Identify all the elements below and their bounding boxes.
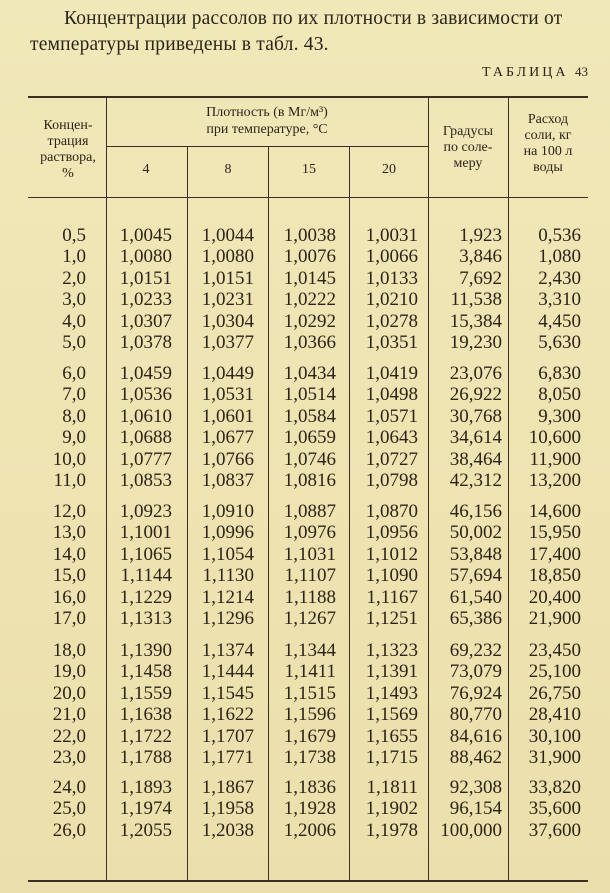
density-15-cell: 1,1738	[283, 747, 336, 768]
header-density-group: Плотность (в Мг/м³) при температуре, °С	[206, 105, 328, 137]
density-8-cell: 1,1867	[201, 777, 254, 798]
concentration-cell: 24,0	[52, 777, 86, 798]
density-4-cell: 1,0923	[119, 501, 172, 522]
concentration-cell: 25,0	[52, 798, 86, 820]
density-15-cell: 1,1267	[283, 608, 336, 629]
header-concentration: Концен- трация раствора, %	[40, 118, 96, 181]
density-15-cell: 1,2006	[283, 819, 336, 841]
salt-consumption-cell: 28,410	[528, 704, 581, 726]
salt-consumption-cell: 18,850	[528, 565, 581, 587]
concentration-cell: 26,0	[52, 819, 86, 841]
saltometer-cell: 92,308	[449, 777, 502, 798]
density-4-cell: 1,0378	[119, 332, 172, 353]
density-15-cell: 1,1031	[283, 543, 336, 565]
density-15-cell: 1,0145	[283, 267, 336, 289]
table-number: 43	[575, 64, 588, 79]
salt-consumption-cell: 11,900	[529, 448, 581, 470]
density-8-cell: 1,0531	[201, 384, 254, 406]
concentration-cell: 12,0	[52, 501, 86, 522]
density-8-cell: 1,1214	[201, 586, 254, 608]
density-4-cell: 1,0688	[119, 427, 172, 449]
concentration-cell: 9,0	[62, 427, 86, 449]
density-4-cell: 1,1559	[119, 682, 172, 704]
density-20-cell: 1,0870	[365, 501, 418, 522]
salt-consumption-cell: 25,100	[528, 661, 581, 683]
concentration-cell: 23,0	[52, 747, 86, 768]
table-row	[0, 661, 610, 682]
table-bottom-rule	[28, 880, 588, 882]
density-15-cell: 1,0038	[283, 225, 336, 246]
density-15-cell: 1,0746	[283, 448, 336, 470]
saltometer-cell: 100,000	[440, 819, 502, 841]
table-row	[0, 363, 610, 384]
density-15-cell: 1,1836	[283, 777, 336, 798]
density-20-cell: 1,0419	[365, 363, 418, 384]
density-8-cell: 1,0601	[201, 405, 254, 427]
table-row	[0, 427, 610, 448]
salt-consumption-cell: 10,600	[528, 427, 581, 449]
density-4-cell: 1,1001	[119, 522, 172, 544]
table-row	[0, 289, 610, 310]
concentration-cell: 8,0	[62, 405, 86, 427]
density-20-cell: 1,1493	[365, 682, 418, 704]
density-20-cell: 1,0278	[365, 310, 418, 332]
density-4-cell: 1,0536	[119, 384, 172, 406]
density-20-cell: 1,0798	[365, 470, 418, 491]
salt-consumption-cell: 20,400	[528, 586, 581, 608]
concentration-cell: 6,0	[62, 363, 86, 384]
density-20-cell: 1,0643	[365, 427, 418, 449]
saltometer-cell: 26,922	[449, 384, 502, 406]
density-8-cell: 1,1296	[201, 608, 254, 629]
salt-consumption-cell: 8,050	[538, 384, 581, 406]
header-saltometer: Градусы по соле- меру	[442, 124, 494, 171]
salt-consumption-cell: 26,750	[528, 682, 581, 704]
salt-consumption-cell: 31,900	[528, 747, 581, 768]
density-4-cell: 1,1313	[119, 608, 172, 629]
salt-consumption-cell: 35,600	[528, 798, 581, 820]
concentration-cell: 20,0	[52, 682, 86, 704]
density-8-cell: 1,1444	[201, 661, 254, 683]
salt-consumption-cell: 21,900	[528, 608, 581, 629]
concentration-cell: 18,0	[52, 640, 86, 661]
concentration-cell: 7,0	[62, 384, 86, 406]
concentration-cell: 15,0	[52, 565, 86, 587]
table-row	[0, 332, 610, 353]
density-15-cell: 1,1928	[283, 798, 336, 820]
saltometer-cell: 19,230	[449, 332, 502, 353]
table-row	[0, 268, 610, 289]
salt-consumption-cell: 2,430	[538, 267, 581, 289]
concentration-cell: 13,0	[52, 522, 86, 544]
saltometer-cell: 73,079	[449, 661, 502, 683]
density-20-cell: 1,1569	[365, 704, 418, 726]
saltometer-cell: 7,692	[459, 267, 502, 289]
saltometer-cell: 88,462	[449, 747, 502, 768]
salt-consumption-cell: 9,300	[538, 405, 581, 427]
table-row	[0, 608, 610, 629]
density-20-cell: 1,0133	[365, 267, 418, 289]
density-15-cell: 1,1515	[283, 682, 336, 704]
density-4-cell: 1,0045	[119, 225, 172, 246]
salt-consumption-cell: 17,400	[528, 543, 581, 565]
density-8-cell: 1,1130	[202, 565, 254, 587]
density-8-cell: 1,1771	[201, 747, 254, 768]
density-15-cell: 1,0514	[283, 384, 336, 406]
density-15-cell: 1,0816	[283, 470, 336, 491]
table-row	[0, 747, 610, 768]
density-8-cell: 1,1054	[201, 543, 254, 565]
density-20-cell: 1,1978	[365, 819, 418, 841]
density-15-cell: 1,0292	[283, 310, 336, 332]
density-4-cell: 1,1893	[119, 777, 172, 798]
density-20-cell: 1,1251	[365, 608, 418, 629]
density-8-cell: 1,0151	[201, 267, 254, 289]
table-row	[0, 311, 610, 332]
density-15-cell: 1,1411	[284, 661, 336, 683]
density-20-cell: 1,1715	[365, 747, 418, 768]
density-15-cell: 1,1679	[283, 725, 336, 747]
density-4-cell: 1,1638	[119, 704, 172, 726]
density-4-cell: 1,1974	[119, 798, 172, 820]
header-bottom-rule	[28, 197, 588, 198]
density-8-cell: 1,0837	[201, 470, 254, 491]
density-15-cell: 1,0076	[283, 246, 336, 268]
density-8-cell: 1,0996	[201, 522, 254, 544]
density-15-cell: 1,0222	[283, 289, 336, 311]
concentration-cell: 16,0	[52, 586, 86, 608]
salt-consumption-cell: 33,820	[528, 777, 581, 798]
density-4-cell: 1,0610	[119, 405, 172, 427]
density-15-cell: 1,0434	[283, 363, 336, 384]
density-8-cell: 1,1374	[201, 640, 254, 661]
salt-consumption-cell: 4,450	[538, 310, 581, 332]
table-row	[0, 384, 610, 405]
density-15-cell: 1,0976	[283, 522, 336, 544]
density-subheader-rule	[106, 146, 428, 147]
saltometer-cell: 76,924	[449, 682, 502, 704]
intro-paragraph: Концентрации рассолов по их плотности в зависимости от температуры приведены в табл. 43.	[30, 8, 563, 55]
density-20-cell: 1,0031	[365, 225, 418, 246]
density-4-cell: 1,0151	[119, 267, 172, 289]
density-20-cell: 1,0351	[365, 332, 418, 353]
table-row	[0, 544, 610, 565]
density-20-cell: 1,1811	[366, 777, 418, 798]
saltometer-cell: 61,540	[449, 586, 502, 608]
density-4-cell: 1,0233	[119, 289, 172, 311]
density-15-cell: 1,0659	[283, 427, 336, 449]
density-4-cell: 1,0853	[119, 470, 172, 491]
saltometer-cell: 30,768	[449, 405, 502, 427]
density-4-cell: 1,0307	[119, 310, 172, 332]
density-15-cell: 1,0584	[283, 405, 336, 427]
density-4-cell: 1,1390	[119, 640, 172, 661]
density-4-cell: 1,1065	[119, 543, 172, 565]
concentration-cell: 17,0	[52, 608, 86, 629]
density-8-cell: 1,1545	[201, 682, 254, 704]
density-4-cell: 1,0459	[119, 363, 172, 384]
density-4-cell: 1,1229	[119, 586, 172, 608]
concentration-cell: 14,0	[52, 543, 86, 565]
saltometer-cell: 57,694	[449, 565, 502, 587]
saltometer-cell: 46,156	[449, 501, 502, 522]
table-row	[0, 246, 610, 267]
table-row	[0, 501, 610, 522]
saltometer-cell: 80,770	[449, 704, 502, 726]
density-8-cell: 1,0044	[201, 225, 254, 246]
density-4-cell: 1,1722	[119, 725, 172, 747]
salt-consumption-cell: 3,310	[538, 289, 581, 311]
header-salt-consumption: Расход соли, кг на 100 л воды	[523, 112, 573, 175]
density-20-cell: 1,1323	[365, 640, 418, 661]
density-20-cell: 1,0956	[365, 522, 418, 544]
table-row	[0, 777, 610, 798]
density-20-cell: 1,0727	[365, 448, 418, 470]
density-20-cell: 1,0066	[365, 246, 418, 268]
concentration-cell: 4,0	[62, 310, 86, 332]
header-temp-15: 15	[302, 162, 316, 177]
concentration-cell: 5,0	[62, 332, 86, 353]
salt-consumption-cell: 30,100	[528, 725, 581, 747]
header-temp-8: 8	[224, 162, 232, 177]
density-20-cell: 1,1902	[365, 798, 418, 820]
density-15-cell: 1,0887	[283, 501, 336, 522]
saltometer-cell: 3,846	[459, 246, 502, 268]
saltometer-cell: 15,384	[449, 310, 502, 332]
table-row	[0, 449, 610, 470]
saltometer-cell: 42,312	[449, 470, 502, 491]
density-20-cell: 1,0571	[365, 405, 418, 427]
table-caption	[482, 64, 588, 81]
density-4-cell: 1,1144	[120, 565, 172, 587]
saltometer-cell: 38,464	[449, 448, 502, 470]
density-8-cell: 1,0231	[201, 289, 254, 311]
table-row	[0, 225, 610, 246]
table-row	[0, 565, 610, 586]
table-label: ТАБЛИЦА	[482, 65, 569, 80]
density-8-cell: 1,1707	[201, 725, 254, 747]
density-8-cell: 1,0677	[201, 427, 254, 449]
density-8-cell: 1,0304	[201, 310, 254, 332]
table-row	[0, 704, 610, 725]
saltometer-cell: 53,848	[449, 543, 502, 565]
density-20-cell: 1,1655	[365, 725, 418, 747]
concentration-cell: 3,0	[62, 289, 86, 311]
density-20-cell: 1,0210	[365, 289, 418, 311]
concentration-cell: 1,0	[62, 246, 86, 268]
density-8-cell: 1,0377	[201, 332, 254, 353]
concentration-cell: 0,5	[62, 225, 86, 246]
concentration-cell: 21,0	[52, 704, 86, 726]
concentration-cell: 19,0	[52, 661, 86, 683]
density-20-cell: 1,1391	[365, 661, 418, 683]
density-15-cell: 1,1596	[283, 704, 336, 726]
density-8-cell: 1,1622	[201, 704, 254, 726]
header-temp-4: 4	[142, 162, 150, 177]
table-row	[0, 406, 610, 427]
salt-consumption-cell: 15,950	[528, 522, 581, 544]
table-row	[0, 470, 610, 491]
concentration-cell: 10,0	[52, 448, 86, 470]
saltometer-cell: 11,538	[450, 289, 502, 311]
table-row	[0, 798, 610, 819]
density-8-cell: 1,2038	[201, 819, 254, 841]
density-8-cell: 1,1958	[201, 798, 254, 820]
salt-consumption-cell: 13,200	[528, 470, 581, 491]
table-row	[0, 640, 610, 661]
density-15-cell: 1,1344	[283, 640, 336, 661]
table-row	[0, 726, 610, 747]
table-row	[0, 522, 610, 543]
table-row	[0, 820, 610, 841]
density-8-cell: 1,0766	[201, 448, 254, 470]
density-20-cell: 1,1012	[365, 543, 418, 565]
density-4-cell: 1,2055	[119, 819, 172, 841]
saltometer-cell: 34,614	[449, 427, 502, 449]
saltometer-cell: 23,076	[449, 363, 502, 384]
table-row	[0, 683, 610, 704]
concentration-cell: 11,0	[53, 470, 86, 491]
density-8-cell: 1,0080	[201, 246, 254, 268]
density-20-cell: 1,0498	[365, 384, 418, 406]
density-8-cell: 1,0449	[201, 363, 254, 384]
table-row	[0, 587, 610, 608]
density-20-cell: 1,1090	[365, 565, 418, 587]
salt-consumption-cell: 0,536	[538, 225, 581, 246]
saltometer-cell: 69,232	[449, 640, 502, 661]
density-20-cell: 1,1167	[366, 586, 418, 608]
density-15-cell: 1,1188	[284, 586, 336, 608]
saltometer-cell: 50,002	[449, 522, 502, 544]
density-4-cell: 1,0080	[119, 246, 172, 268]
density-4-cell: 1,0777	[119, 448, 172, 470]
salt-consumption-cell: 23,450	[528, 640, 581, 661]
salt-consumption-cell: 6,830	[538, 363, 581, 384]
saltometer-cell: 84,616	[449, 725, 502, 747]
saltometer-cell: 65,386	[449, 608, 502, 629]
header-temp-20: 20	[382, 162, 396, 177]
saltometer-cell: 1,923	[459, 225, 502, 246]
density-4-cell: 1,1458	[119, 661, 172, 683]
salt-consumption-cell: 1,080	[538, 246, 581, 268]
salt-consumption-cell: 37,600	[528, 819, 581, 841]
table-top-rule	[28, 96, 588, 98]
salt-consumption-cell: 5,630	[538, 332, 581, 353]
concentration-cell: 22,0	[52, 725, 86, 747]
salt-consumption-cell: 14,600	[528, 501, 581, 522]
concentration-cell: 2,0	[62, 267, 86, 289]
saltometer-cell: 96,154	[449, 798, 502, 820]
density-15-cell: 1,1107	[284, 565, 336, 587]
density-4-cell: 1,1788	[119, 747, 172, 768]
density-8-cell: 1,0910	[201, 501, 254, 522]
density-15-cell: 1,0366	[283, 332, 336, 353]
